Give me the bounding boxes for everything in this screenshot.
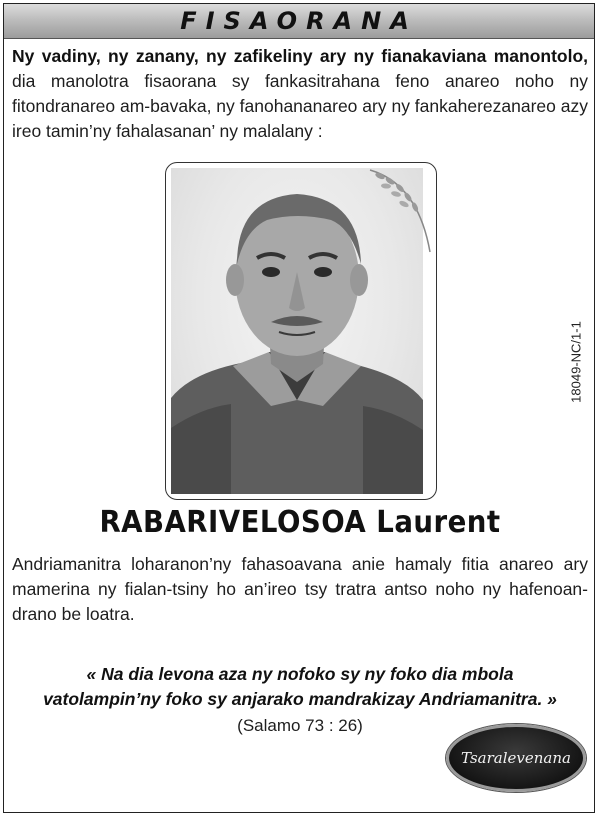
banner-title: FISAORANA	[180, 7, 418, 35]
header-banner	[4, 4, 594, 39]
deceased-name: RABARIVELOSOA Laurent	[99, 505, 501, 540]
intro-lead: Ny vadiny, ny zanany, ny zafikeliny ary ny fianakaviana manontolo,	[12, 46, 588, 66]
intro-rest: dia manolotra fisaorana sy fankasitrahana feno anareo noho ny fitondranareo am-bavaka, ny fanohananareo ary ny fankaherezanareo azy ireo tamin’ny fahalasanan’ ny malalany :	[12, 71, 588, 141]
intro-paragraph	[12, 44, 588, 144]
wheat-icon	[360, 166, 440, 256]
bible-quote	[40, 662, 560, 712]
logo-text: Tsaralevenana	[461, 749, 571, 767]
quote-line-1: « Na dia levona aza ny nofoko sy ny foko dia mbola	[86, 664, 514, 684]
quote-line-2: vatolampin’ny foko sy anjarako mandrakizay Andriamanitra. »	[43, 689, 557, 709]
tsaralevenana-logo	[446, 724, 586, 792]
reference-code: 18049-NC/1-1	[568, 321, 584, 403]
closing-paragraph: Andriamanitra loharanon’ny fahasoavana anie hamaly fitia anareo ary mamerina ny fialan-tsiny ho an’ireo tsy tratra antso noho ny hafenoan-drano be loatra.	[12, 554, 588, 624]
quote-source: (Salamo 73 : 26)	[237, 716, 363, 735]
